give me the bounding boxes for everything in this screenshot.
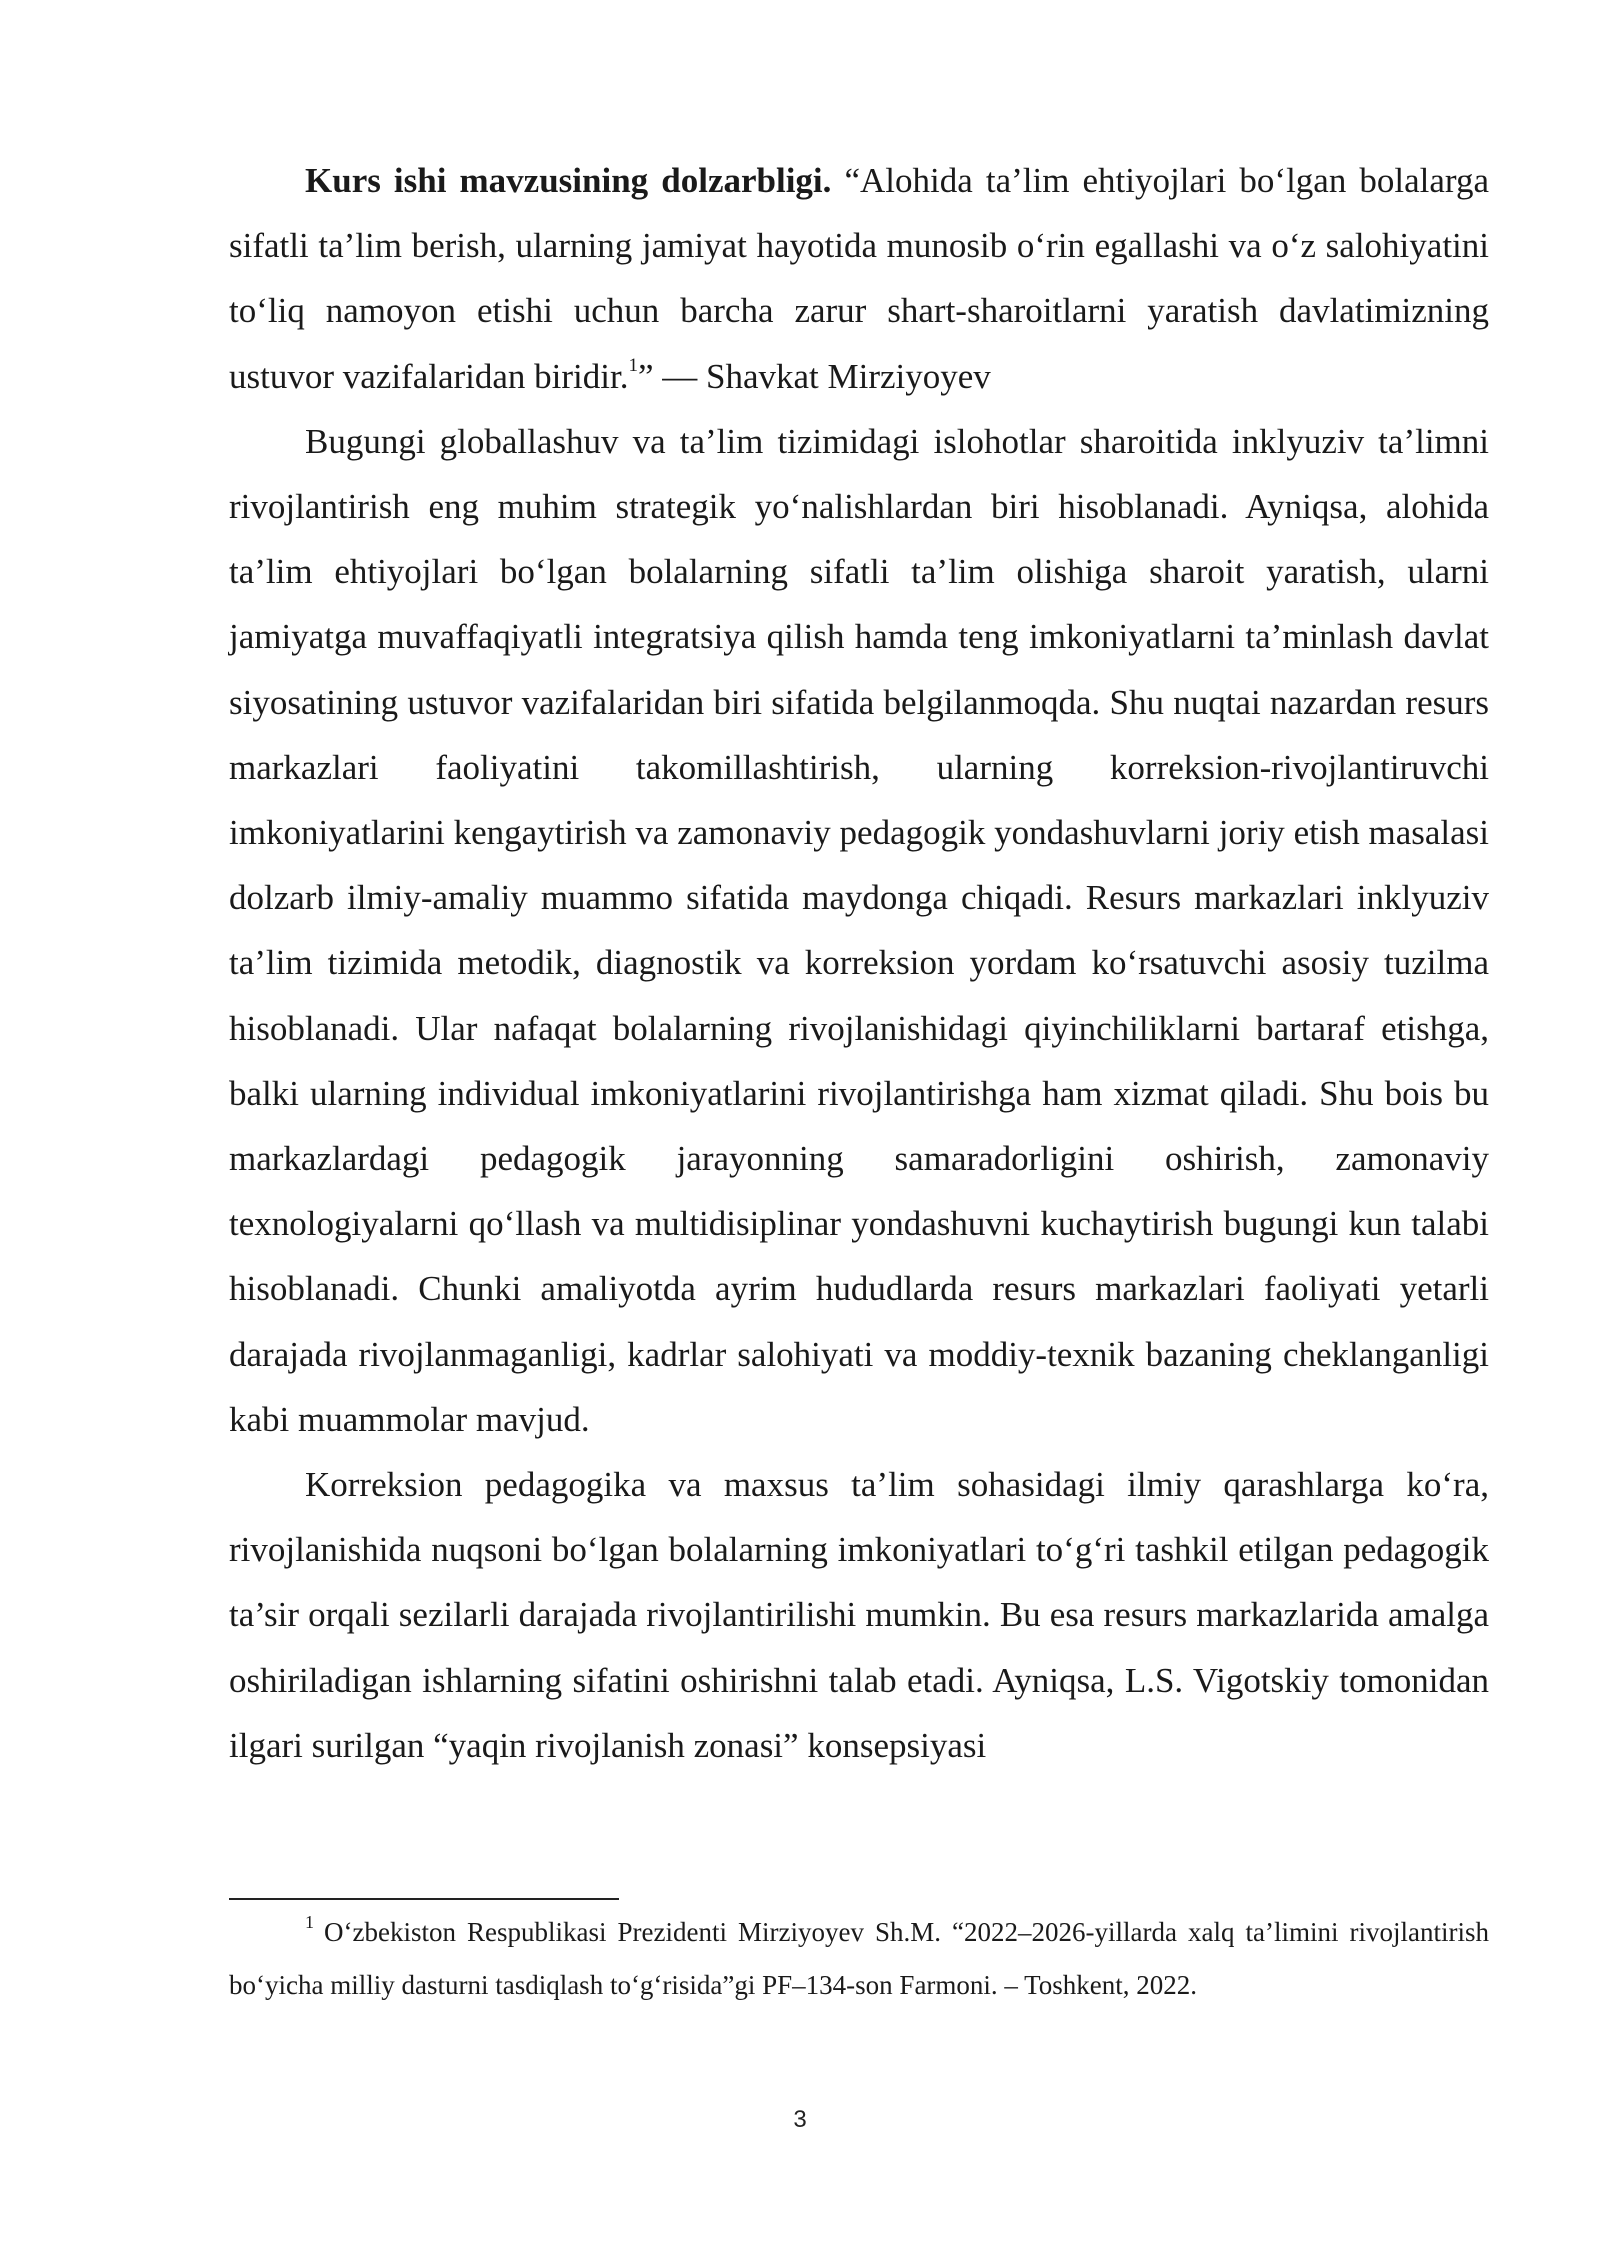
footnote-separator <box>229 1898 619 1900</box>
paragraph-correctional-pedagogy: Korreksion pedagogika va maxsus ta’lim sohasidagi ilmiy qarashlarga ko‘ra, rivojlanishida nuqsoni bo‘lgan bolalarning imkoniyatlari to‘g‘ri tashkil etilgan pedagogik ta’sir orqali sezilarli darajada rivojlantirilishi mumkin. Bu esa resurs markazlarida amalga oshiriladigan ishlarning sifatini oshirishni talab etadi. Ayniqsa, L.S. Vigotskiy tomonidan ilgari surilgan “yaqin rivojlanish zonasi” konsepsiyasi <box>229 1465 1489 1765</box>
quote-text: “Alohida ta’lim ehtiyojlari bo‘lgan bolalarga sifatli ta’lim berish, ularning jamiyat hayotida munosib o‘rin egallashi va o‘z salohiyatini to‘liq namoyon etishi uchun barcha zarur shart-sharoitlarni yaratish davlatimizning ustuvor vazifalaridan biridir. <box>229 161 1489 396</box>
paragraph-relevance <box>229 148 1489 409</box>
main-text <box>229 148 1489 1778</box>
footnote-text: O‘zbekiston Respublikasi Prezidenti Mirziyoyev Sh.M. “2022–2026-yillarda xalq ta’limini rivojlantirish bo‘yicha milliy dasturni tasdiqlash to‘g‘risida”gi PF–134-son Farmoni. – Toshkent, 2022. <box>229 1917 1489 2000</box>
section-heading: Kurs ishi mavzusining dolzarbligi. <box>305 161 832 200</box>
footnote-entry <box>229 1906 1489 2012</box>
page-number: 3 <box>793 2106 807 2133</box>
paragraph-inclusive-education: Bugungi globallashuv va ta’lim tizimidagi islohotlar sharoitida inklyuziv ta’limni rivojlantirish eng muhim strategik yo‘nalishlardan biri hisoblanadi. Ayniqsa, alohida ta’lim ehtiyojlari bo‘lgan bolalarning sifatli ta’lim olishiga sharoit yaratish, ularni jamiyatga muvaffaqiyatli integratsiya qilish hamda teng imkoniyatlarni ta’minlash davlat siyosatining ustuvor vazifalaridan biri sifatida belgilanmoqda. Shu nuqtai nazardan resurs markazlari faoliyatini takomillashtirish, ularning korreksion-rivojlantiruvchi imkoniyatlarini kengaytirish va zamonaviy pedagogik yondashuvlarni joriy etish masalasi dolzarb ilmiy-amaliy muammo sifatida maydonga chiqadi. Resurs markazlari inklyuziv ta’lim tizimida metodik, diagnostik va korreksion yordam ko‘rsatuvchi asosiy tuzilma hisoblanadi. Ular nafaqat bolalarning rivojlanishidagi qiyinchiliklarni bartaraf etishga, balki ularning individual imkoniyatlarini rivojlantirishga ham xizmat qiladi. Shu bois bu markazlardagi pedagogik jarayonning samaradorligini oshirish, zamonaviy texnologiyalarni qo‘llash va multidisiplinar yondashuvni kuchaytirish bugungi kun talabi hisoblanadi. Chunki amaliyotda ayrim hududlarda resurs markazlari faoliyati yetarli darajada rivojlanmaganligi, kadrlar salohiyati va moddiy-texnik bazaning cheklanganligi kabi muammolar mavjud. <box>229 421 1489 1439</box>
footnote <box>229 1906 1489 2012</box>
quote-attribution: ” — Shavkat Mirziyoyev <box>637 356 991 396</box>
footnote-reference[interactable]: 1 <box>628 354 638 376</box>
footnote-marker: 1 <box>305 1912 314 1932</box>
